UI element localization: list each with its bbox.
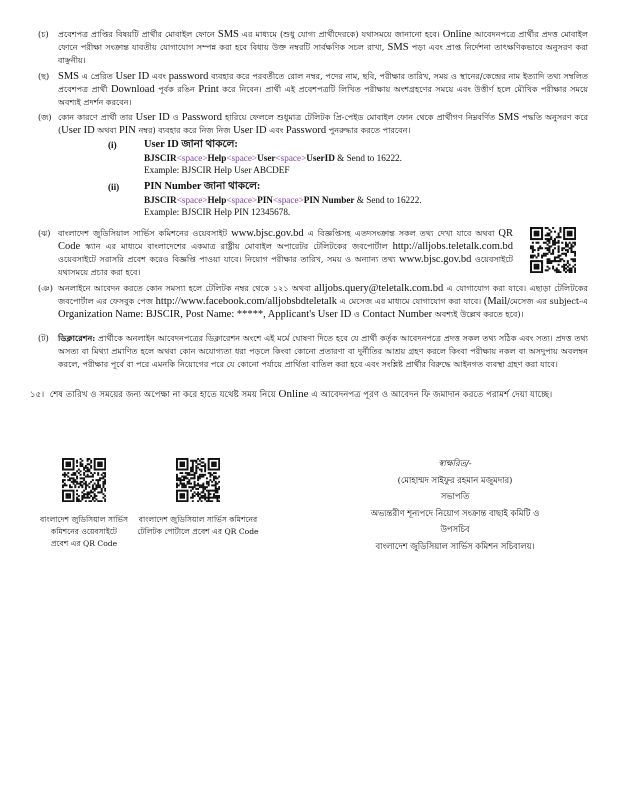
item-marker: (চ) [38, 29, 49, 39]
qr-caption-bjsc: বাংলাদেশ জুডিসিয়াল সার্ভিস কমিশনের ওয়েবসাইটে প্রবেশ এর QR Code [39, 515, 129, 548]
sms-example: Example: BJSCIR Help User ABCDEF [144, 165, 290, 176]
qr-caption-teletalk: বাংলাদেশ জুডিসিয়াল সার্ভিস কমিশনের টেলিটক পোর্টালে প্রবেশ এর QR Code [137, 515, 259, 536]
item-ta: (ট) ডিক্লারেশন: প্রার্থীকে অনলাইন আবেদনপত্রের ডিক্লারেশন অংশে এই মর্মে ঘোষণা দিতে হবে যে প্রার্থী কর্তৃক আবেদনপত্রে প্রদত্ত সকল তথ্য সঠিক এবং সত্য। প্রদত্ত তথ্য অসত্য বা মিথ্যা প্রমাণিত হলে অথবা কোন অযোগ্যতা ধরা পড়লে কিংবা কোনো প্রতারণা বা দুর্নীতির আশ্রয় গ্রহণ করলে কিংবা পরীক্ষায় নকল বা অসদুপায় অবলম্বন করলে, পরীক্ষার পূর্বে বা পরে এমনকি নিয়োগের পরে যে কোনো পর্যায়ে প্রার্থিতা বাতিল করা হবে এবং সংশ্লিষ্ট প্রার্থীর বিরুদ্ধে আইনগত ব্যবস্থা গ্রহণ করা যাবে। [38, 333, 588, 370]
declaration-label: ডিক্লারেশন: [58, 333, 96, 343]
signatory-designation: উপসচিব [440, 524, 470, 534]
signature-block [320, 455, 590, 554]
website-link[interactable]: www.bjsc.gov.bd [231, 228, 304, 239]
item-cha: (চ) প্রবেশপত্র প্রাপ্তির বিষয়টি প্রার্থীর মোবাইল ফোনে SMS এর মাধ্যমে (শুধু যোগ্য প্রার্থীদেরকে) যথাসময়ে জানানো হবে। Online আবেদনপত্রে প্রার্থীর প্রদত্ত মোবাইল ফোনে পরীক্ষা সংক্রান্ত যাবতীয় যোগাযোগ সম্পন্ন করা হবে বিধায় উক্ত নম্বরটি সার্বক্ষণিক সচল রাখা, SMS পড়া এবং প্রাপ্ত নির্দেশনা তাৎক্ষণিকভাবে অনুসরণ করা বাঞ্ছনীয়। [38, 29, 588, 66]
qr-code-icon [176, 458, 220, 502]
item-ja: (জ) কোন কারণে প্রার্থী তার User ID ও Password হারিয়ে ফেললে শুধুমাত্র টেলিটক প্রি-পেইড মোবাইল ফোন থেকে প্রার্থীগণ নিম্নবর্ণিত SMS পদ্ধতি অনুসরণ করে (User ID অথবা PIN নম্বর) ব্যবহার করে নিজ নিজ User ID এবং Password পুনরুদ্ধার করতে পারবেন। [38, 112, 589, 137]
item-chha: (ছ) SMS এ প্রেরিত User ID এবং password ব্যবহার করে পরবর্তীতে রোল নম্বর, পদের নাম, ছবি, পরীক্ষার তারিখ, সময় ও স্থানের/কেন্দ্রের নাম ইত্যাদি তথ্য সম্বলিত প্রবেশপত্র প্রার্থী Download পূর্বক রঙিন Print করে নিবেন। প্রার্থী এই প্রবেশপত্রটি লিখিত পরীক্ষায় অংশগ্রহণের সময়ে এবং উত্তীর্ণ হলে মৌখিক পরীক্ষার সময়ে অবশ্যই প্রদর্শন করবেন। [38, 71, 589, 108]
qr-code-icon [530, 227, 576, 273]
item-marker: (ছ) [38, 71, 50, 81]
item-nya: (ঞ) অনলাইনে আবেদন করতে কোন সমস্যা হলে টেলিটক নম্বর থেকে ১২১ অথবা alljobs.query@teletalk.com.bd এ যোগাযোগ করা যাবে। এছাড়া টেলিটকের জবপোর্টাল এর ফেসবুক পেজ http://www.facebook.com/alljobsbdteletalk এ মেসেজ এর মাধ্যমে যোগাযোগ করা যাবে। (Mail/মেসেজ এর subject-এ Organization Name: BJSCIR, Post Name: *****, Applicant's User ID ও Contact Number অবশ্যই উল্লেখ করতে হবে)। [38, 283, 588, 321]
signatory-committee: অভ্যন্তরীণ শূন্যপদে নিয়োগ সংক্রান্ত বাছাই কমিটি ও [370, 507, 540, 518]
sms-format: BJSCIR<space>Help<space>PIN<space>PIN Number & Send to 16222. [144, 194, 422, 205]
qr-code-icon [62, 458, 106, 502]
item-marker: (ঞ) [38, 283, 53, 293]
sub-item-heading: User ID জানা থাকলে: [144, 139, 238, 150]
signatory-office: বাংলাদেশ জুডিসিয়াল সার্ভিস কমিশন সচিবালয়। [375, 540, 535, 551]
support-email-link[interactable]: alljobs.query@teletalk.com.bd [314, 283, 444, 294]
sub-item-heading: PIN Number জানা থাকলে: [144, 181, 261, 192]
signed-mark: স্বাক্ষরিত/- [438, 458, 472, 468]
sms-example: Example: BJSCIR Help PIN 12345678. [144, 207, 291, 218]
signatory-name: (মোহাম্মদ সাইফুর রহমান মজুমদার) [397, 474, 513, 485]
website-link[interactable]: www.bjsc.gov.bd [398, 254, 472, 266]
item-marker: (জ) [38, 112, 52, 122]
facebook-page-link[interactable]: http://www.facebook.com/alljobsbdteletalk [155, 296, 337, 308]
notice-page: (চ) প্রবেশপত্র প্রাপ্তির বিষয়টি প্রার্থীর মোবাইল ফোনে SMS এর মাধ্যমে (শুধু যোগ্য প্রার্থীদেরকে) যথাসময়ে জানানো হবে। Online আবেদনপত্রে প্রার্থীর প্রদত্ত মোবাইল ফোনে পরীক্ষা সংক্রান্ত যাবতীয় যোগাযোগ সম্পন্ন করা হবে বিধায় উক্ত নম্বরটি সার্বক্ষণিক সচল রাখা, SMS পড়া এবং প্রাপ্ত নির্দেশনা তাৎক্ষণিকভাবে অনুসরণ করা বাঞ্ছনীয়। (ছ) SMS এ প্রেরিত User ID এবং password ব্যবহার করে পরবর্তীতে রোল নম্বর, পদের নাম, ছবি, পরীক্ষার তারিখ, সময় ও স্থানের/কেন্দ্রের নাম ইত্যাদি তথ্য সম্বলিত প্রবেশপত্র প্রার্থী Download পূর্বক রঙিন Print করে নিবেন। প্রার্থী এই প্রবেশপত্রটি লিখিত পরীক্ষায় অংশগ্রহণের সময়ে এবং উত্তীর্ণ হলে মৌখিক পরীক্ষার সময়ে অবশ্যই প্রদর্শন করবেন। (জ) কোন কারণে প্রার্থী তার User ID ও Password হারিয়ে ফেললে শুধুমাত্র টেলিটক প্রি-পেইড মোবাইল ফোন থেকে প্রার্থীগণ নিম্নবর্ণিত SMS পদ্ধতি অনুসরণ করে (User ID অথবা PIN নম্বর) ব্যবহার করে নিজ নিজ User ID এবং Password পুনরুদ্ধার করতে পারবেন। (i) User ID জানা থাকলে: BJSCIR<space>Help<space>User<space>UserID & Send to 16222. Example: BJSCIR Help User ABCDEF (ii) PIN Number জানা থাকলে: BJSCIR<space>Help<space>PIN<space>PIN Number & Send to 16222. Example: BJSCIR Help PIN 12345678. (ঝ) বাংলাদেশ জুডিসিয়াল সার্ভিস কমিশনের ওয়েবসাইট www.bjsc.gov.bd এ বিজ্ঞপ্তিসহ এতদসংক্রান্ত সকল তথ্য দেখা যাবে অথবা QR Code স্ক্যান এর মাধ্যমে বাংলাদেশের একমাত্র রাষ্ট্রীয় মোবাইল অপারেটর টেলিটকের জবপোর্টাল http://alljobs.teletalk.com.bd ওয়েবসাইটে সরাসরি প্রবেশ করেও বিজ্ঞপ্তি পাওয়া যাবে। নিয়োগ পরীক্ষার তারিখ, সময় ও অন্যান্য তথ্য www.bjsc.gov.bd ওয়েবসাইটে যথাসময়ে প্রচার করা হবে। (ঞ) অনলাইনে আবেদন করতে কোন সমস্যা হলে টেলিটক নম্বর থেকে ১২১ অথবা alljobs.query@teletalk.com.bd এ যোগাযোগ করা যাবে। এছাড়া টেলিটকের জবপোর্টাল এর ফেসবুক পেজ http://www.facebook.com/alljobsbdteletalk এ মেসেজ এর মাধ্যমে যোগাযোগ করা যাবে। (Mail/মেসেজ এর subject-এ Organization Name: BJSCIR, Post Name: *****, Applicant's User ID ও Contact Number অবশ্যই উল্লেখ করতে হবে)। (ট) ডিক্লারেশন: প্রার্থীকে অনলাইন আবেদনপত্রের ডিক্লারেশন অংশে এই মর্মে ঘোষণা দিতে হবে যে প্রার্থী কর্তৃক আবেদনপত্রে প্রদত্ত সকল তথ্য সঠিক এবং সত্য। প্রদত্ত তথ্য অসত্য বা মিথ্যা প্রমাণিত হলে অথবা কোন অযোগ্যতা ধরা পড়লে কিংবা কোনো প্রতারণা বা দুর্নীতির আশ্রয় গ্রহণ করলে কিংবা পরীক্ষায় নকল বা অসদুপায় অবলম্বন করলে, পরীক্ষার পূর্বে বা পরে এমনকি নিয়োগের পরে যে কোনো পর্যায়ে প্রার্থিতা বাতিল করা হবে এবং সংশ্লিষ্ট প্রার্থীর বিরুদ্ধে আইনগত ব্যবস্থা গ্রহণ করা যাবে। ১৫। শেষ তারিখ ও সময়ের জন্য অপেক্ষা না করে হাতে যথেষ্ট সময় নিয়ে Online এ আবেদনপত্র পূরণ ও আবেদন ফি জমাদান করতে পরামর্শ দেয়া যাচ্ছে। বাংলাদেশ জুডিসিয়াল সার্ভিস কমিশনের ওয়েবসাইটে প্রবেশ এর QR Code বাংলাদেশ জুডিসিয়াল সার্ভিস কমিশনের টেলিটক পোর্টালে প্রবেশ এর QR Code স্বাক্ষরিত/- (মোহাম্মদ সাইফুর রহমান মজুমদার) সভাপতি অভ্যন্তরীণ শূন্যপদে নিয়োগ সংক্রান্ত বাছাই কমিটি ও উপসচিব বাংলাদেশ জুডিসিয়াল সার্ভিস কমিশন সচিবালয়। [0, 0, 618, 800]
item-marker: (ট) [38, 333, 49, 343]
paragraph-15: ১৫। শেষ তারিখ ও সময়ের জন্য অপেক্ষা না করে হাতে যথেষ্ট সময় নিয়ে Online এ আবেদনপত্র পূরণ ও আবেদন ফি জমাদান করতে পরামর্শ দেয়া যাচ্ছে। [30, 388, 553, 400]
item-jha: (ঝ) বাংলাদেশ জুডিসিয়াল সার্ভিস কমিশনের ওয়েবসাইট www.bjsc.gov.bd এ বিজ্ঞপ্তিসহ এতদসংক্রান্ত সকল তথ্য দেখা যাবে অথবা QR Code স্ক্যান এর মাধ্যমে বাংলাদেশের একমাত্র রাষ্ট্রীয় মোবাইল অপারেটর টেলিটকের জবপোর্টাল http://alljobs.teletalk.com.bd ওয়েবসাইটে সরাসরি প্রবেশ করেও বিজ্ঞপ্তি পাওয়া যাবে। নিয়োগ পরীক্ষার তারিখ, সময় ও অন্যান্য তথ্য www.bjsc.gov.bd ওয়েবসাইটে যথাসময়ে প্রচার করা হবে। [38, 228, 513, 278]
sms-format: BJSCIR<space>Help<space>User<space>UserID & Send to 16222. [144, 152, 402, 163]
item-marker: (ঝ) [38, 228, 51, 238]
signatory-role: সভাপতি [440, 491, 470, 501]
teletalk-portal-link[interactable]: http://alljobs.teletalk.com.bd [392, 241, 513, 253]
paragraph-number: ১৫। [30, 390, 45, 400]
